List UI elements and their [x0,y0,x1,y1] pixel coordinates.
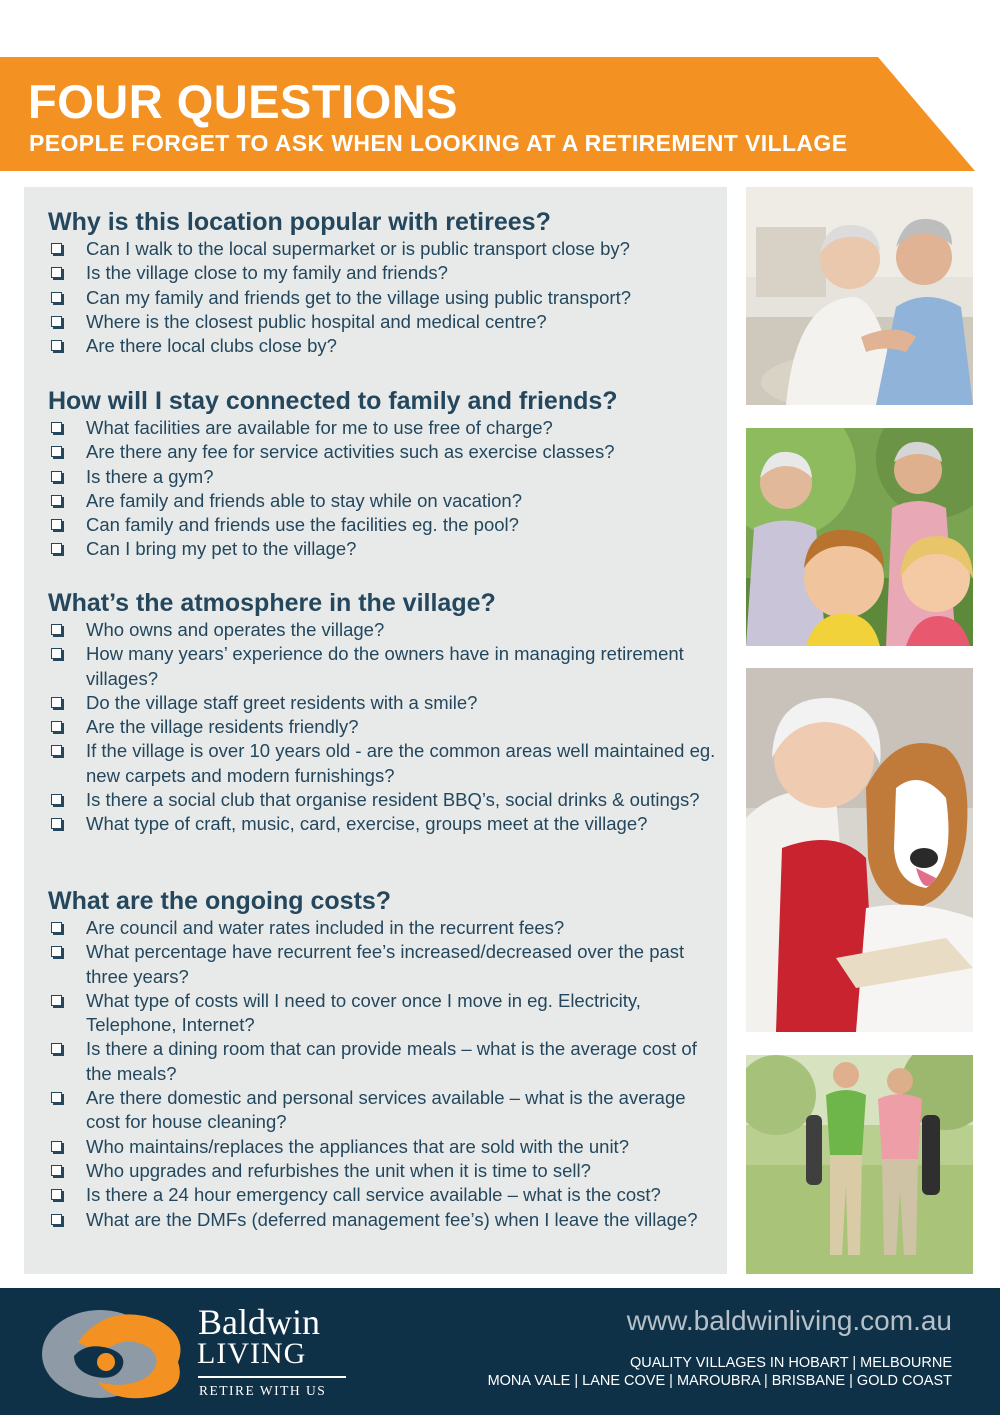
question-item: What type of craft, music, card, exercise, groups meet at the village? [48,812,718,836]
question-item: Are the village residents friendly? [48,715,718,739]
checkbox-icon [51,721,62,732]
question-item: Can family and friends use the facilities eg. the pool? [48,513,718,537]
question-item: How many years’ experience do the owners have in managing retirement villages? [48,642,718,691]
question-item: Who owns and operates the village? [48,618,718,642]
checkbox-icon [51,1165,62,1176]
brand-name: Baldwin [198,1302,320,1342]
checkbox-icon [51,543,62,554]
checkbox-icon [51,519,62,530]
brand-tagline: RETIRE WITH US [199,1383,327,1398]
footer [0,1288,1000,1415]
question-item: Are there local clubs close by? [48,334,718,358]
section-atmosphere [48,588,718,837]
checkbox-icon [51,340,62,351]
question-item: Can I bring my pet to the village? [48,537,718,561]
question-item: Who upgrades and refurbishes the unit when it is time to sell? [48,1159,718,1183]
photo-woman-with-dog [746,668,973,1032]
photo-grandparents-children [746,428,973,646]
page-subtitle: PEOPLE FORGET TO ASK WHEN LOOKING AT A RETIREMENT VILLAGE [29,130,848,156]
question-item: Who maintains/replaces the appliances that are sold with the unit? [48,1135,718,1159]
question-item: Is there a 24 hour emergency call service available – what is the cost? [48,1183,718,1207]
checkbox-icon [51,1214,62,1225]
brand-divider [198,1376,346,1378]
question-item: Where is the closest public hospital and medical centre? [48,310,718,334]
page-title: FOUR QUESTIONS [28,75,459,128]
website-link[interactable]: www.baldwinliving.com.au [626,1305,952,1336]
question-item: Is there a dining room that can provide meals – what is the average cost of the meals? [48,1037,718,1086]
section-heading: Why is this location popular with retirees? [48,208,551,236]
checkbox-icon [51,1141,62,1152]
checkbox-icon [51,697,62,708]
checkbox-icon [51,794,62,805]
question-item: Do the village staff greet residents with a smile? [48,691,718,715]
checkbox-icon [51,946,62,957]
checkbox-icon [51,422,62,433]
question-item: Are family and friends able to stay while on vacation? [48,489,718,513]
question-item: Is the village close to my family and friends? [48,261,718,285]
question-item: Are there any fee for service activities such as exercise classes? [48,440,718,464]
checkbox-icon [51,267,62,278]
checkbox-icon [51,495,62,506]
checkbox-icon [51,648,62,659]
section-costs [48,886,718,1232]
checkbox-icon [51,1092,62,1103]
checkbox-icon [51,922,62,933]
locations-line-1: QUALITY VILLAGES IN HOBART | MELBOURNE [629,1355,952,1371]
checkbox-icon [51,818,62,829]
question-list [48,618,718,837]
checkbox-icon [51,1043,62,1054]
question-item: Is there a gym? [48,465,718,489]
section-location [48,207,718,358]
photo-laughing-couple [746,187,973,405]
section-heading: What are the ongoing costs? [48,887,392,915]
question-item: Is there a social club that organise resident BBQ’s, social drinks & outings? [48,788,718,812]
question-item: What facilities are available for me to use free of charge? [48,416,718,440]
question-item: What percentage have recurrent fee’s increased/decreased over the past three years? [48,940,718,989]
question-item: What are the DMFs (deferred management fee’s) when I leave the village? [48,1208,718,1232]
section-connected [48,386,718,562]
baldwin-logo-icon [38,1302,188,1402]
checkbox-icon [51,1189,62,1200]
question-list [48,916,718,1232]
checkbox-icon [51,995,62,1006]
question-item: Can I walk to the local supermarket or is public transport close by? [48,237,718,261]
checkbox-icon [51,243,62,254]
checkbox-icon [51,624,62,635]
checkbox-icon [51,316,62,327]
question-list [48,416,718,562]
checkbox-icon [51,292,62,303]
checkbox-icon [51,471,62,482]
question-list [48,237,718,358]
question-item: What type of costs will I need to cover once I move in eg. Electricity, Telephone, Internet? [48,989,718,1038]
checkbox-icon [51,446,62,457]
checkbox-icon [51,745,62,756]
question-item: If the village is over 10 years old - are the common areas well maintained eg. new carpets and modern furnishings? [48,739,718,788]
photo-golfers [746,1055,973,1274]
question-item: Can my family and friends get to the village using public transport? [48,286,718,310]
brand-name-secondary: LIVING [197,1337,307,1370]
question-item: Are there domestic and personal services available – what is the average cost for house cleaning? [48,1086,718,1135]
section-heading: How will I stay connected to family and friends? [48,387,618,415]
question-item: Are council and water rates included in the recurrent fees? [48,916,718,940]
locations-line-2: MONA VALE | LANE COVE | MAROUBRA | BRISBANE | GOLD COAST [487,1373,952,1389]
section-heading: What’s the atmosphere in the village? [48,589,496,617]
